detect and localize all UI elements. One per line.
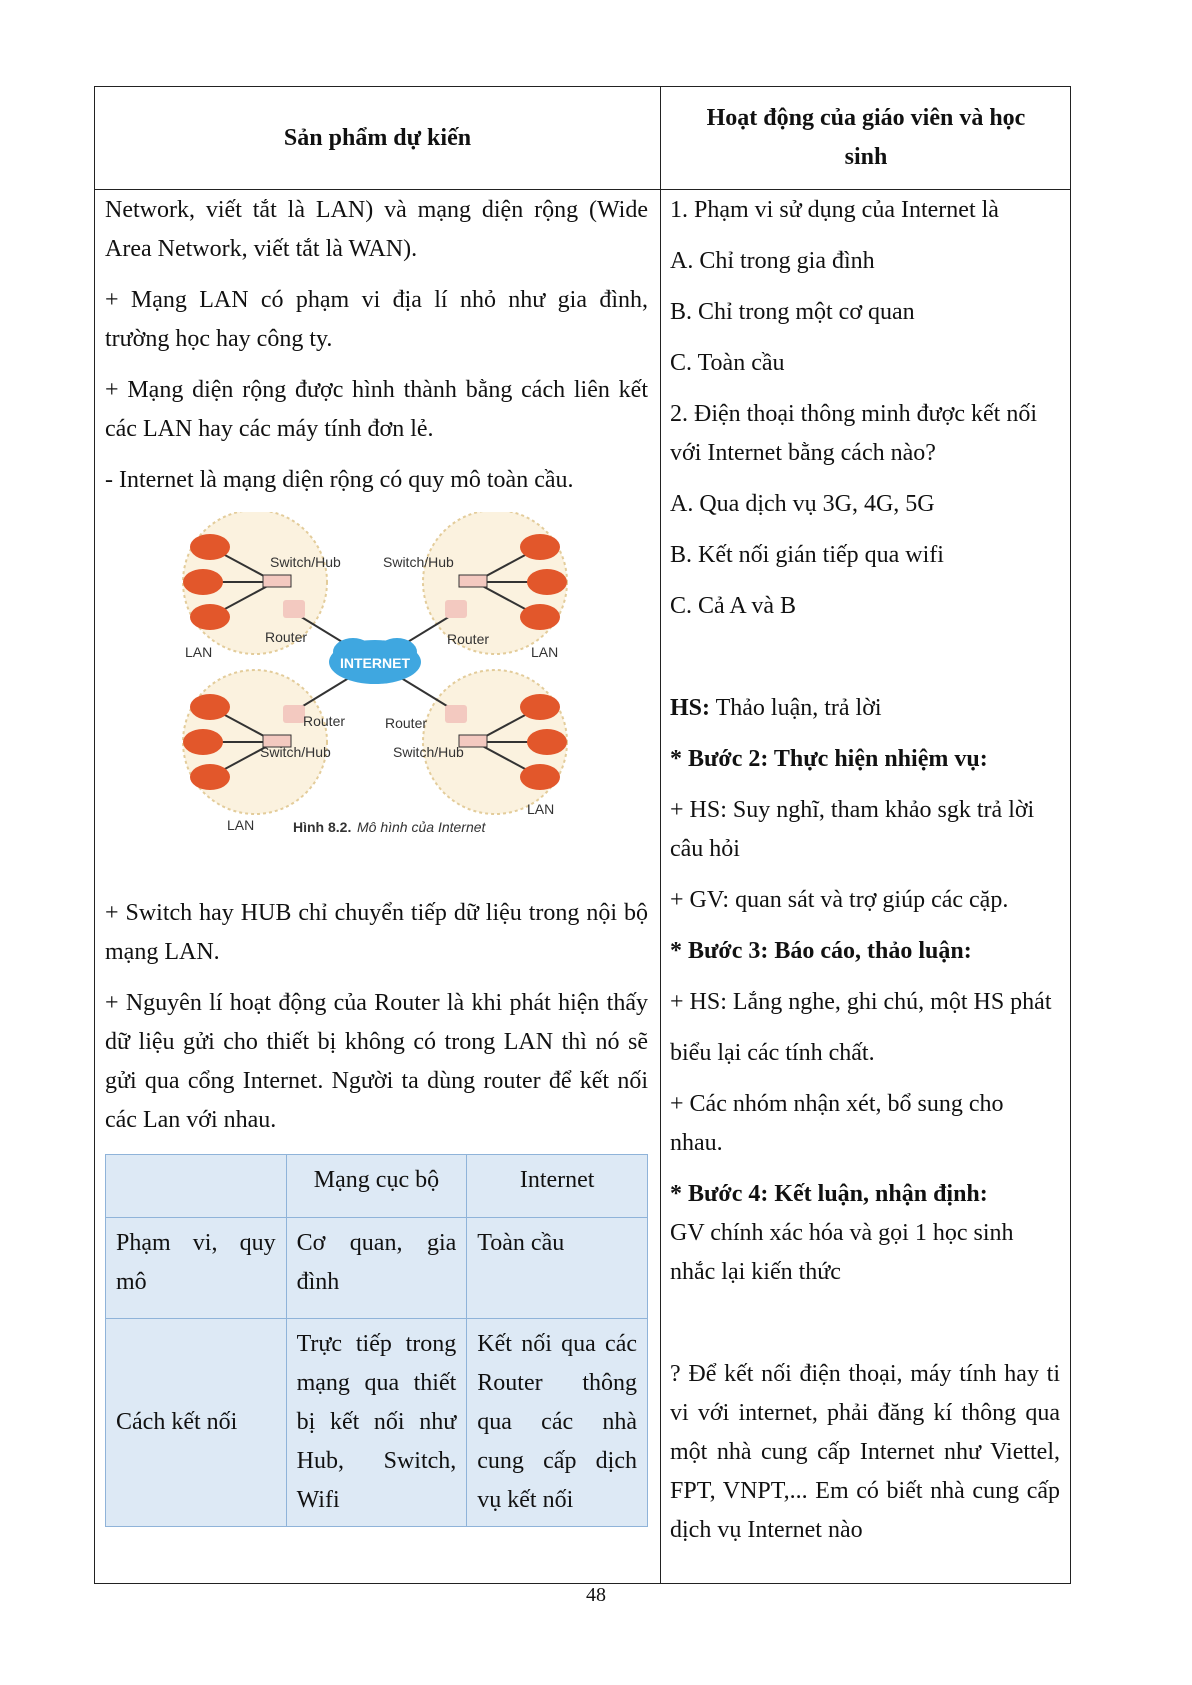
router-label: Router [265, 629, 308, 645]
step-text: + GV: quan sát và trợ giúp các cặp. [670, 887, 1009, 913]
page-number: 48 [586, 1584, 606, 1606]
step-text: + HS: Suy nghĩ, tham khảo sgk trả lời câu hỏi [670, 797, 1035, 862]
computer-icon [520, 764, 560, 790]
answer-option: C. Cả A và B [670, 593, 797, 619]
computer-icon [527, 729, 567, 755]
router-label: Router [303, 713, 346, 729]
table-cell [106, 1155, 287, 1218]
left-column [105, 191, 648, 1527]
step-heading [670, 740, 1060, 779]
computer-icon [520, 604, 560, 630]
question: 2. Điện thoại thông minh được kết nối với Internet bằng cách nào? [670, 401, 1037, 466]
lesson-table [94, 86, 1071, 1584]
computer-icon [527, 569, 567, 595]
answer-option: B. Chỉ trong một cơ quan [670, 299, 915, 325]
paragraph: Network, viết tắt là LAN) và mạng diện rộng (Wide Area Network, viết tắt là WAN). [105, 197, 648, 262]
computer-icon [190, 694, 230, 720]
computer-icon [190, 604, 230, 630]
internet-label: INTERNET [340, 655, 410, 671]
computer-icon [190, 534, 230, 560]
internet-model-figure [105, 512, 648, 876]
table-header: Internet [467, 1155, 648, 1218]
step-text: + HS: Lắng nghe, ghi chú, một HS phát [670, 989, 1052, 1015]
computer-icon [520, 534, 560, 560]
step-heading [670, 1175, 1060, 1214]
lan-label: LAN [227, 817, 255, 833]
table-row [106, 1155, 648, 1218]
table-cell: Kết nối qua các Router thông qua các nhà cung cấp dịch vụ kết nối [467, 1319, 648, 1527]
table-cell: Phạm vi, quy mô [106, 1218, 287, 1319]
student-task [670, 689, 1060, 728]
column-divider [660, 87, 661, 1583]
caption-bold: Hình 8.2. [293, 819, 352, 835]
step-heading [670, 932, 1060, 971]
router-icon [445, 705, 467, 723]
paragraph: - Internet là mạng diện rộng có quy mô toàn cầu. [105, 467, 574, 493]
table-cell: Trực tiếp trong mạng qua thiết bị kết nối như Hub, Switch, Wifi [286, 1319, 467, 1527]
step4-label: * Bước 4: Kết luận, nhận định: [670, 1181, 988, 1207]
header-left: Sản phẩm dự kiến [283, 124, 472, 151]
lan-label: LAN [527, 801, 555, 817]
computer-icon [183, 729, 223, 755]
router-label: Router [385, 715, 428, 731]
switch-label: Switch/Hub [270, 554, 341, 570]
paragraph: + Mạng diện rộng được hình thành bằng cách liên kết các LAN hay các máy tính đơn lẻ. [105, 377, 648, 442]
switch-icon [263, 575, 291, 587]
computer-icon [183, 569, 223, 595]
step2-label: * Bước 2: Thực hiện nhiệm vụ: [670, 746, 988, 772]
paragraph: + Switch hay HUB chỉ chuyển tiếp dữ liệu trong nội bộ mạng LAN. [105, 900, 648, 965]
answer-option: B. Kết nối gián tiếp qua wifi [670, 542, 944, 568]
step3-label: * Bước 3: Báo cáo, thảo luận: [670, 938, 972, 964]
switch-label: Switch/Hub [383, 554, 454, 570]
answer-option: C. Toàn cầu [670, 350, 785, 376]
table-header: Mạng cục bộ [286, 1155, 467, 1218]
computer-icon [190, 764, 230, 790]
router-icon [445, 600, 467, 618]
router-icon [283, 705, 305, 723]
table-cell: Cách kết nối [106, 1319, 287, 1527]
caption-italic: Mô hình của Internet [357, 819, 486, 835]
question: ? Để kết nối điện thoại, máy tính hay ti vi với internet, phải đăng kí thông qua một nhà cung cấp Internet như Viettel, FPT, VNPT,... Em có biết nhà cung cấp dịch vụ Internet nào [670, 1361, 1060, 1543]
question: 1. Phạm vi sử dụng của Internet là [670, 197, 999, 223]
lan-label: LAN [185, 644, 213, 660]
hs-label: HS: [670, 695, 711, 721]
hs-text: Thảo luận, trả lời [710, 695, 882, 721]
lan-label: LAN [531, 644, 559, 660]
paragraph: + Nguyên lí hoạt động của Router là khi phát hiện thấy dữ liệu gửi cho thiết bị không có trong LAN thì nó sẽ gửi qua cổng Internet. Người ta dùng router để kết nối các Lan với nhau. [105, 990, 648, 1133]
step-text: biểu lại các tính chất. [670, 1040, 875, 1066]
header-right: Hoạt động của giáo viên và học sinh [706, 105, 1026, 170]
comparison-table [105, 1154, 648, 1527]
router-label: Router [447, 631, 490, 647]
table-cell: Toàn cầu [467, 1218, 648, 1319]
switch-label: Switch/Hub [260, 744, 331, 760]
right-column [670, 191, 1060, 1562]
header-divider [95, 189, 1070, 190]
switch-label: Switch/Hub [393, 744, 464, 760]
step-text: + Các nhóm nhận xét, bổ sung cho nhau. [670, 1091, 1004, 1156]
table-row [106, 1218, 648, 1319]
step-text: GV chính xác hóa và gọi 1 học sinh nhắc lại kiến thức [670, 1220, 1014, 1285]
table-row [106, 1319, 648, 1527]
router-icon [283, 600, 305, 618]
computer-icon [520, 694, 560, 720]
switch-icon [459, 575, 487, 587]
paragraph: + Mạng LAN có phạm vi địa lí nhỏ như gia đình, trường học hay công ty. [105, 287, 648, 352]
table-cell: Cơ quan, gia đình [286, 1218, 467, 1319]
answer-option: A. Chỉ trong gia đình [670, 248, 875, 274]
network-diagram [175, 512, 575, 872]
answer-option: A. Qua dịch vụ 3G, 4G, 5G [670, 491, 935, 517]
